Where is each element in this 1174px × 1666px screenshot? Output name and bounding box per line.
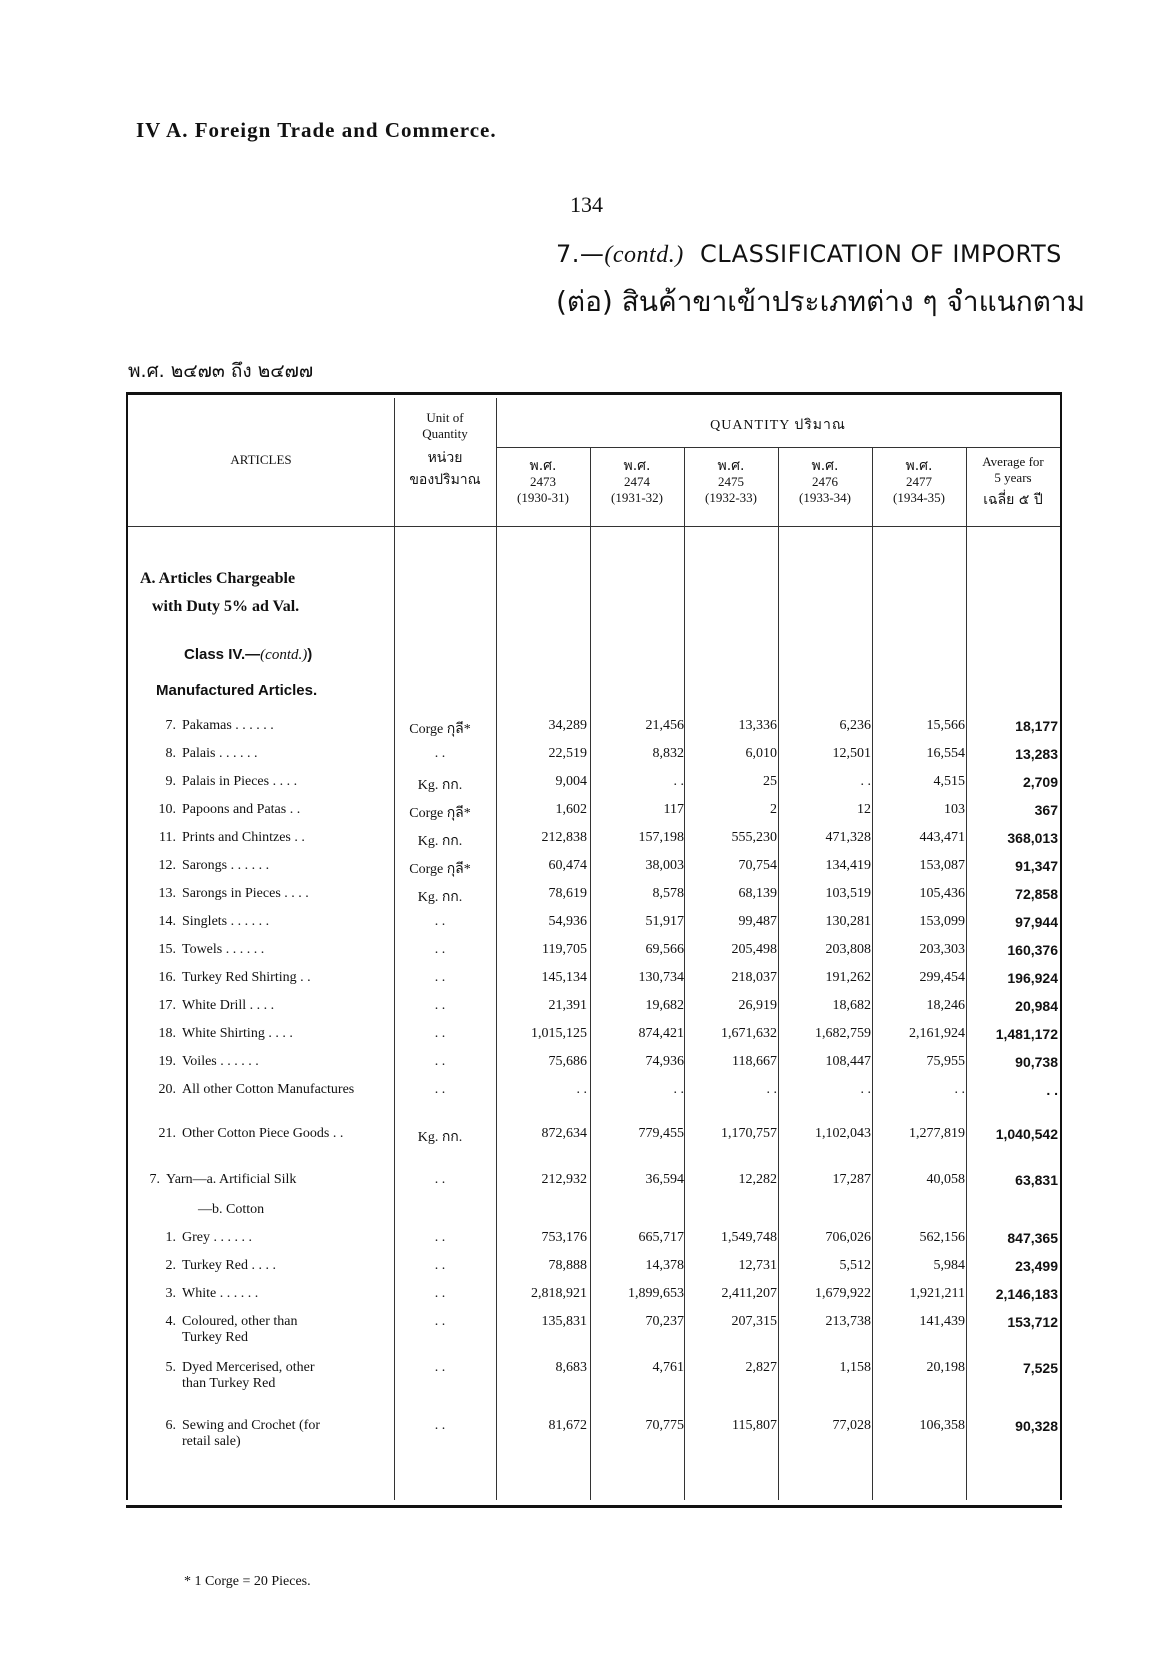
section-a-line1: A. Articles Chargeable — [140, 570, 296, 587]
article-cell — [144, 774, 404, 790]
article-cell — [144, 942, 404, 958]
unit-header-th-2: ของปริมาณ — [409, 472, 481, 488]
article-name: Sarongs . . . . . . — [182, 858, 270, 873]
section-a-line2: with Duty 5% ad Val. — [152, 598, 300, 615]
average-header — [966, 454, 1060, 508]
quantity-cell: 130,281 — [825, 914, 871, 929]
quantity-cell: 4,761 — [652, 1360, 684, 1375]
article-number: 2. — [165, 1258, 176, 1273]
table-row — [128, 802, 1060, 830]
quantity-cell: 213,738 — [825, 1314, 871, 1329]
article-cell — [144, 1230, 404, 1246]
page-number: 134 — [570, 192, 603, 217]
quantity-cell: 15,566 — [926, 718, 965, 733]
quantity-cell: 4,515 — [933, 774, 965, 789]
quantity-cell: 36,594 — [645, 1172, 684, 1187]
unit-cell: Kg. กก. — [417, 890, 463, 905]
quantity-cell: 203,808 — [825, 942, 871, 957]
article-name: Palais in Pieces . . . . — [182, 774, 298, 789]
unit-cell: Corge กุลี* — [409, 722, 471, 737]
quantity-cell: 753,176 — [541, 1230, 587, 1245]
year-header-ce: (1934-35) — [893, 490, 945, 505]
quantity-cell: 1,671,632 — [721, 1026, 777, 1041]
unit-cell: Corge กุลี* — [409, 862, 471, 877]
quantity-cell: 2,161,924 — [909, 1026, 965, 1041]
article-cell — [198, 1202, 458, 1218]
average-cell: 160,376 — [1007, 942, 1058, 958]
table-row — [128, 858, 1060, 886]
unit-cell: . . — [434, 942, 446, 957]
unit-cell: Corge กุลี* — [409, 806, 471, 821]
quantity-cell: 40,058 — [926, 1172, 965, 1187]
quantity-cell: 34,289 — [548, 718, 587, 733]
table-row — [128, 914, 1060, 942]
quantity-cell: 471,328 — [825, 830, 871, 845]
table-row — [128, 970, 1060, 998]
quantity-cell: 6,010 — [745, 746, 777, 761]
year-header-th: พ.ศ. — [717, 458, 745, 474]
quantity-cell: 78,888 — [548, 1258, 587, 1273]
article-cell — [144, 718, 404, 734]
quantity-cell: 17,287 — [832, 1172, 871, 1187]
article-cell — [144, 1126, 404, 1142]
article-number: 8. — [165, 746, 176, 761]
quantity-cell: 207,315 — [731, 1314, 777, 1329]
unit-cell: . . — [434, 746, 446, 761]
quantity-cell: 70,754 — [738, 858, 777, 873]
table-right-border — [1060, 394, 1062, 1500]
quantity-cell: 2 — [770, 802, 777, 817]
average-cell: 90,738 — [1015, 1054, 1058, 1070]
manufactured-label: Manufactured Articles. — [156, 682, 318, 699]
footnote: * 1 Corge = 20 Pieces. — [184, 1574, 311, 1589]
quantity-cell: 562,156 — [919, 1230, 965, 1245]
article-cell — [144, 886, 404, 902]
quantity-cell: 299,454 — [919, 970, 965, 985]
article-number: 3. — [165, 1286, 176, 1301]
article-cell — [144, 998, 404, 1014]
quantity-cell: 8,578 — [652, 886, 684, 901]
quantity-cell: 14,378 — [645, 1258, 684, 1273]
quantity-cell: 70,775 — [645, 1418, 684, 1433]
average-cell: 2,146,183 — [995, 1286, 1058, 1302]
unit-cell: . . — [434, 1258, 446, 1273]
unit-cell: . . — [434, 1082, 446, 1097]
average-cell: 2,709 — [1022, 774, 1058, 790]
year-header-th: พ.ศ. — [905, 458, 933, 474]
article-name: Palais . . . . . . — [182, 746, 258, 761]
year-header — [778, 458, 872, 506]
unit-header — [394, 410, 496, 488]
quantity-cell: 5,984 — [933, 1258, 965, 1273]
quantity-cell: 145,134 — [541, 970, 587, 985]
article-number: 10. — [158, 802, 176, 817]
table-row — [128, 942, 1060, 970]
title-main: CLASSIFICATION OF IMPORTS — [699, 240, 1062, 268]
article-name: All other Cotton Manufactures — [182, 1082, 355, 1097]
quantity-cell: 1,158 — [839, 1360, 871, 1375]
quantity-cell: . . — [673, 1082, 684, 1097]
quantity-cell: 119,705 — [542, 942, 587, 957]
article-number: 11. — [159, 830, 176, 845]
average-header-2: 5 years — [994, 470, 1032, 485]
average-cell: 23,499 — [1015, 1258, 1058, 1274]
average-cell: 1,040,542 — [995, 1126, 1058, 1142]
quantity-cell: 12,501 — [832, 746, 871, 761]
average-cell: 367 — [1034, 802, 1058, 818]
article-cell — [144, 914, 404, 930]
table-row — [128, 1202, 1060, 1230]
year-header-be: 2477 — [906, 474, 932, 489]
article-name: Papoons and Patas . . — [182, 802, 301, 817]
quantity-cell: 135,831 — [541, 1314, 587, 1329]
article-number: 17. — [158, 998, 176, 1013]
quantity-cell: 141,439 — [919, 1314, 965, 1329]
year-header — [590, 458, 684, 506]
year-header — [496, 458, 590, 506]
article-name: Prints and Chintzes . . — [182, 830, 305, 845]
unit-cell: . . — [434, 970, 446, 985]
article-name: Yarn—a. Artificial Silk — [166, 1172, 297, 1187]
quantity-cell: 26,919 — [738, 998, 777, 1013]
year-header-th: พ.ศ. — [811, 458, 839, 474]
quantity-cell: . . — [576, 1082, 587, 1097]
quantity-cell: 81,672 — [548, 1418, 587, 1433]
table-row — [128, 1054, 1060, 1082]
quantity-cell: 38,003 — [645, 858, 684, 873]
article-cell — [144, 1082, 404, 1098]
average-header-1: Average for — [982, 454, 1044, 469]
quantity-cell: 1,277,819 — [909, 1126, 965, 1141]
quantity-cell: 60,474 — [548, 858, 587, 873]
quantity-cell: 706,026 — [825, 1230, 871, 1245]
quantity-cell: 1,602 — [555, 802, 587, 817]
quantity-cell: 1,170,757 — [721, 1126, 777, 1141]
class-label: Class IV.—(contd.)) — [184, 646, 313, 663]
year-header-ce: (1933-34) — [799, 490, 851, 505]
article-cell — [144, 1418, 334, 1450]
quantity-cell: 21,391 — [548, 998, 587, 1013]
table-row — [128, 886, 1060, 914]
article-number: 7. — [165, 718, 176, 733]
unit-cell: . . — [434, 914, 446, 929]
quantity-cell: 21,456 — [645, 718, 684, 733]
quantity-cell: 153,087 — [919, 858, 965, 873]
table-row — [128, 1126, 1060, 1154]
article-number: 12. — [158, 858, 176, 873]
article-name: Towels . . . . . . — [182, 942, 265, 957]
unit-cell: . . — [434, 1360, 446, 1375]
quantity-cell: 218,037 — [731, 970, 777, 985]
quantity-cell: 22,519 — [548, 746, 587, 761]
title-contd: (contd.) — [604, 242, 684, 268]
quantity-cell: 19,682 — [645, 998, 684, 1013]
article-name: Grey . . . . . . — [182, 1230, 252, 1245]
table-row — [128, 1230, 1060, 1258]
table-row — [128, 746, 1060, 774]
quantity-cell: 115,807 — [732, 1418, 777, 1433]
year-header — [872, 458, 966, 506]
quantity-cell: 118,667 — [732, 1054, 777, 1069]
quantity-cell: 153,099 — [919, 914, 965, 929]
table-title-en — [556, 240, 1062, 269]
quantity-cell: 157,198 — [638, 830, 684, 845]
quantity-cell: 106,358 — [919, 1418, 965, 1433]
article-name: Dyed Mercerised, other than Turkey Red — [182, 1360, 315, 1391]
average-cell: . . — [1046, 1082, 1058, 1098]
unit-cell: Kg. กก. — [417, 1130, 463, 1145]
article-number: 21. — [158, 1126, 176, 1141]
table-title-th: (ต่อ) สินค้าขาเข้าประเภทต่าง ๆ จำแนกตาม — [556, 285, 1086, 318]
article-cell — [144, 1172, 404, 1188]
average-cell: 90,328 — [1015, 1418, 1058, 1434]
table-row — [128, 1286, 1060, 1314]
quantity-cell: 555,230 — [731, 830, 777, 845]
article-name: White Drill . . . . — [182, 998, 275, 1013]
title-prefix: 7.— — [556, 240, 605, 268]
quantity-cell: 12 — [857, 802, 871, 817]
article-cell — [144, 1286, 404, 1302]
article-number: 13. — [158, 886, 176, 901]
article-number: 7. — [149, 1172, 160, 1187]
average-cell: 13,283 — [1015, 746, 1058, 762]
quantity-cell: . . — [860, 774, 871, 789]
year-header-ce: (1930-31) — [517, 490, 569, 505]
quantity-cell: 16,554 — [926, 746, 965, 761]
quantity-cell: 75,686 — [548, 1054, 587, 1069]
quantity-cell: 191,262 — [825, 970, 871, 985]
header-bottom-rule — [128, 526, 1060, 527]
table-row — [128, 998, 1060, 1026]
table-row — [128, 1360, 1060, 1391]
average-cell: 91,347 — [1015, 858, 1058, 874]
class-label-text: Class IV.— — [184, 646, 261, 663]
quantity-cell: 5,512 — [839, 1258, 871, 1273]
table-row — [128, 718, 1060, 746]
article-cell — [144, 858, 404, 874]
year-header — [684, 458, 778, 506]
table-row — [128, 774, 1060, 802]
article-number: 16. — [158, 970, 176, 985]
table-row — [128, 1082, 1060, 1110]
unit-cell: . . — [434, 1026, 446, 1041]
quantity-cell: . . — [954, 1082, 965, 1097]
table-row — [128, 1172, 1060, 1200]
quantity-cell: 12,731 — [738, 1258, 777, 1273]
year-header-th: พ.ศ. — [623, 458, 651, 474]
article-cell — [144, 1360, 334, 1392]
quantity-cell: 205,498 — [731, 942, 777, 957]
article-cell — [144, 830, 404, 846]
average-cell: 72,858 — [1015, 886, 1058, 902]
unit-header-en-2: Quantity — [422, 426, 468, 441]
quantity-cell: 874,421 — [638, 1026, 684, 1041]
articles-header: ARTICLES — [230, 452, 292, 467]
table-row — [128, 1026, 1060, 1054]
quantity-cell: 74,936 — [645, 1054, 684, 1069]
quantity-cell: 1,921,211 — [909, 1286, 965, 1301]
year-header-be: 2473 — [530, 474, 556, 489]
article-number: 20. — [158, 1082, 176, 1097]
quantity-cell: 134,419 — [825, 858, 871, 873]
article-name: Turkey Red Shirting . . — [182, 970, 311, 985]
article-number: 14. — [158, 914, 176, 929]
year-header-ce: (1932-33) — [705, 490, 757, 505]
quantity-cell: 1,102,043 — [815, 1126, 871, 1141]
quantity-cell: 665,717 — [638, 1230, 684, 1245]
article-cell — [144, 1314, 334, 1346]
article-number: 1. — [165, 1230, 176, 1245]
quantity-cell: 130,734 — [638, 970, 684, 985]
article-number: 4. — [165, 1314, 176, 1329]
unit-header-en-1: Unit of — [426, 410, 464, 425]
article-number: 5. — [165, 1360, 176, 1375]
quantity-cell: 117 — [663, 802, 684, 817]
quantity-cell: 1,682,759 — [815, 1026, 871, 1041]
quantity-cell: 1,899,653 — [628, 1286, 684, 1301]
article-number: 9. — [165, 774, 176, 789]
quantity-cell: 872,634 — [541, 1126, 587, 1141]
unit-cell: . . — [434, 1172, 446, 1187]
class-label-contd: (contd.) — [260, 647, 308, 663]
average-cell: 368,013 — [1007, 830, 1058, 846]
quantity-cell: 51,917 — [645, 914, 684, 929]
quantity-cell: 105,436 — [919, 886, 965, 901]
article-number: 19. — [158, 1054, 176, 1069]
quantity-cell: 1,549,748 — [721, 1230, 777, 1245]
unit-header-th-1: หน่วย — [427, 450, 463, 466]
article-name: Sarongs in Pieces . . . . — [182, 886, 309, 901]
average-header-th: เฉลี่ย ๕ ปี — [983, 492, 1043, 508]
quantity-cell: . . — [860, 1082, 871, 1097]
section-heading: IV A. Foreign Trade and Commerce. — [136, 118, 497, 142]
table-row — [128, 1418, 1060, 1449]
average-cell: 97,944 — [1015, 914, 1058, 930]
article-name: Other Cotton Piece Goods . . — [182, 1126, 344, 1141]
unit-cell: . . — [434, 1054, 446, 1069]
quantity-cell: 2,411,207 — [721, 1286, 777, 1301]
table-row — [128, 1258, 1060, 1286]
average-cell: 153,712 — [1007, 1314, 1058, 1330]
average-cell: 847,365 — [1007, 1230, 1058, 1246]
quantity-cell: 18,682 — [832, 998, 871, 1013]
unit-cell: . . — [434, 1418, 446, 1433]
article-name: Pakamas . . . . . . — [182, 718, 274, 733]
article-name: —b. Cotton — [198, 1202, 265, 1217]
quantity-cell: 12,282 — [738, 1172, 777, 1187]
year-header-be: 2474 — [624, 474, 650, 489]
year-header-th: พ.ศ. — [529, 458, 557, 474]
quantity-cell: 70,237 — [645, 1314, 684, 1329]
quantity-cell: 103 — [944, 802, 965, 817]
quantity-cell: 13,336 — [738, 718, 777, 733]
article-number: 6. — [165, 1418, 176, 1433]
quantity-cell: 69,566 — [645, 942, 684, 957]
quantity-header-rule — [496, 447, 1060, 448]
quantity-cell: 18,246 — [926, 998, 965, 1013]
average-cell: 18,177 — [1015, 718, 1058, 734]
quantity-cell: 108,447 — [825, 1054, 871, 1069]
article-cell — [144, 1258, 404, 1274]
quantity-cell: 75,955 — [926, 1054, 965, 1069]
quantity-cell: 212,838 — [541, 830, 587, 845]
article-cell — [144, 970, 404, 986]
quantity-cell: 68,139 — [738, 886, 777, 901]
quantity-cell: 1,015,125 — [531, 1026, 587, 1041]
article-name: White Shirting . . . . — [182, 1026, 293, 1041]
quantity-cell: . . — [673, 774, 684, 789]
unit-cell: Kg. กก. — [417, 834, 463, 849]
table-row — [128, 1314, 1060, 1345]
article-cell — [144, 1054, 404, 1070]
article-number: 15. — [158, 942, 176, 957]
period-label: พ.ศ. ๒๔๗๓ ถึง ๒๔๗๗ — [128, 360, 314, 382]
year-header-be: 2475 — [718, 474, 744, 489]
unit-cell: . . — [434, 1314, 446, 1329]
quantity-cell: 25 — [763, 774, 777, 789]
article-cell — [144, 746, 404, 762]
article-name: Sewing and Crochet (for retail sale) — [182, 1418, 321, 1449]
quantity-cell: 103,519 — [825, 886, 871, 901]
quantity-cell: 20,198 — [926, 1360, 965, 1375]
average-cell: 20,984 — [1015, 998, 1058, 1014]
article-name: White . . . . . . — [182, 1286, 259, 1301]
unit-cell: . . — [434, 1230, 446, 1245]
quantity-cell: 2,818,921 — [531, 1286, 587, 1301]
average-cell: 1,481,172 — [995, 1026, 1058, 1042]
quantity-cell: 443,471 — [919, 830, 965, 845]
quantity-cell: 8,832 — [652, 746, 684, 761]
article-cell — [144, 1026, 404, 1042]
quantity-cell: 2,827 — [745, 1360, 777, 1375]
article-name: Coloured, other than Turkey Red — [182, 1314, 298, 1345]
quantity-cell: 1,679,922 — [815, 1286, 871, 1301]
quantity-cell: 6,236 — [839, 718, 871, 733]
quantity-cell: 78,619 — [548, 886, 587, 901]
quantity-cell: 54,936 — [548, 914, 587, 929]
year-header-ce: (1931-32) — [611, 490, 663, 505]
article-name: Voiles . . . . . . — [182, 1054, 259, 1069]
quantity-cell: 212,932 — [541, 1172, 587, 1187]
quantity-cell: 779,455 — [638, 1126, 684, 1141]
quantity-cell: 203,303 — [919, 942, 965, 957]
quantity-cell: 9,004 — [555, 774, 587, 789]
unit-cell: Kg. กก. — [417, 778, 463, 793]
quantity-cell: 99,487 — [738, 914, 777, 929]
article-name: Singlets . . . . . . — [182, 914, 270, 929]
quantity-cell: 8,683 — [555, 1360, 587, 1375]
table-row — [128, 830, 1060, 858]
average-cell: 196,924 — [1007, 970, 1058, 986]
quantity-cell: . . — [766, 1082, 777, 1097]
unit-cell: . . — [434, 1286, 446, 1301]
article-cell — [144, 802, 404, 818]
unit-cell: . . — [434, 998, 446, 1013]
year-header-be: 2476 — [812, 474, 838, 489]
average-cell: 63,831 — [1015, 1172, 1058, 1188]
quantity-header: QUANTITY ปริมาณ — [710, 418, 846, 433]
article-number: 18. — [158, 1026, 176, 1041]
average-cell: 7,525 — [1022, 1360, 1058, 1376]
article-name: Turkey Red . . . . — [182, 1258, 276, 1273]
quantity-cell: 77,028 — [832, 1418, 871, 1433]
